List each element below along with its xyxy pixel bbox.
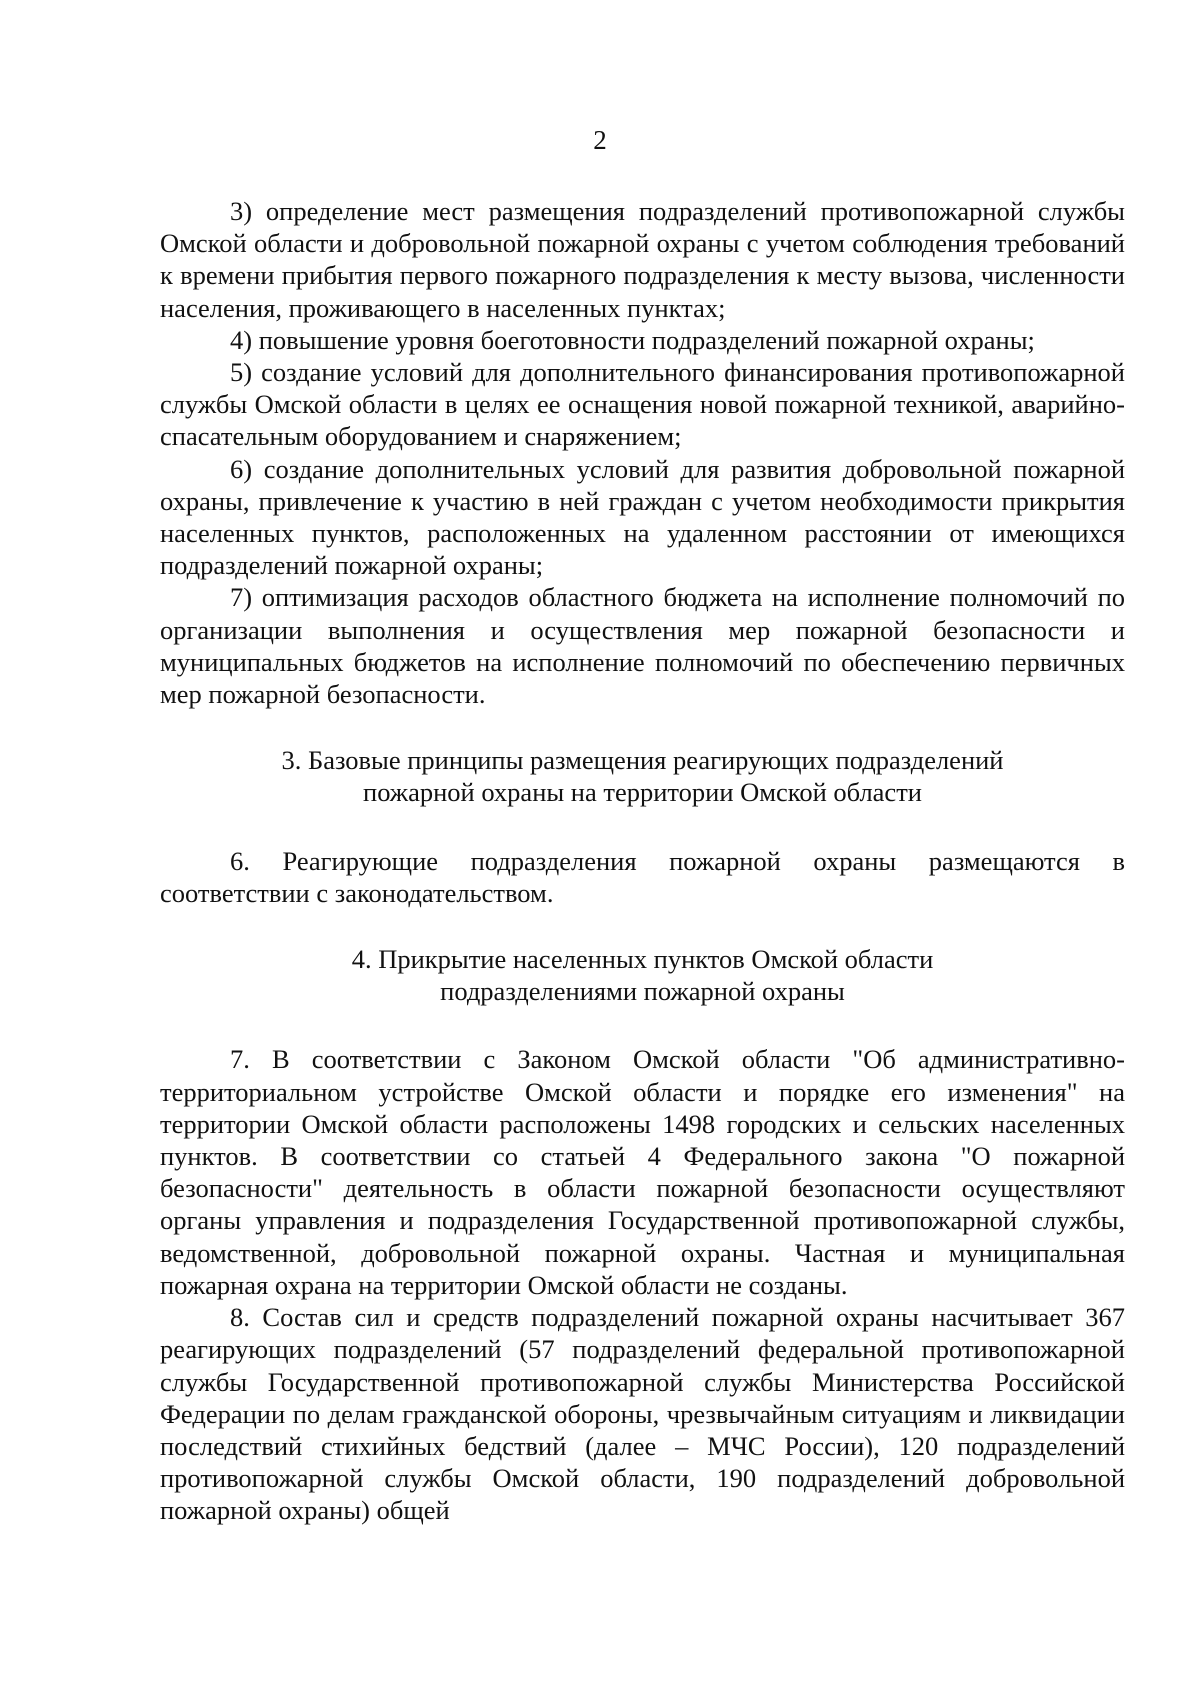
- section-3-heading-line-1: 3. Базовые принципы размещения реагирующих подразделений: [281, 745, 1004, 776]
- list-item-3: 3) определение мест размещения подразделений противопожарной службы Омской области и добровольной пожарной охраны с учетом соблюдения требований к времени прибытия первого пожарного подразделения к месту вызова, численности населения, проживающего в населенных пунктах;: [160, 196, 1125, 323]
- paragraph-8: 8. Состав сил и средств подразделений пожарной охраны насчитывает 367 реагирующих подразделений (57 подразделений федеральной противопожарной службы Государственной противопожарной службы Министерства Российской Федерации по делам гражданской обороны, чрезвычайным ситуациям и ликвидации последствий стихийных бедствий (далее – МЧС России), 120 подразделений противопожарной службы Омской области, 190 подразделений добровольной пожарной охраны) общей: [160, 1302, 1125, 1526]
- list-item-4: 4) повышение уровня боеготовности подразделений пожарной охраны;: [230, 324, 1035, 355]
- page-number: 2: [593, 125, 607, 155]
- list-item-5: 5) создание условий для дополнительного финансирования противопожарной службы Омской области в целях ее оснащения новой пожарной техникой, аварийно-спасательным оборудованием и снаряжением;: [160, 357, 1125, 452]
- document-body: [160, 195, 1125, 1527]
- section-4-heading-line-1: 4. Прикрытие населенных пунктов Омской области: [351, 944, 934, 975]
- list-item-6: 6) создание дополнительных условий для развития добровольной пожарной охраны, привлечение к участию в ней граждан с учетом необходимости прикрытия населенных пунктов, расположенных на удаленном расстоянии от имеющихся подразделений пожарной охраны;: [160, 453, 1125, 581]
- list-item-7: 7) оптимизация расходов областного бюджета на исполнение полномочий по организации выполнения и осуществления мер пожарной безопасности и муниципальных бюджетов на исполнение полномочий по обеспечению первичных мер пожарной безопасности.: [160, 582, 1125, 710]
- section-3-heading-line-2: пожарной охраны на территории Омской области: [363, 777, 922, 808]
- section-4-heading-line-2: подразделениями пожарной охраны: [440, 976, 845, 1007]
- paragraph-7: 7. В соответствии с Законом Омской области "Об административно-территориальном устройстве Омской области и порядке его изменения" на территории Омской области расположены 1498 городских и сельских населенных пунктов. В соответствии со статьей 4 Федерального закона "О пожарной безопасности" деятельность в области пожарной безопасности осуществляют органы управления и подразделения Государственной противопожарной службы, ведомственной, добровольной пожарной охраны. Частная и муниципальная пожарная охрана на территории Омской области не созданы.: [160, 1044, 1125, 1300]
- paragraph-6: 6. Реагирующие подразделения пожарной охраны размещаются в соответствии с законодательством.: [160, 845, 1125, 908]
- section-4-heading: [160, 943, 1125, 1007]
- section-3-heading: [160, 744, 1125, 808]
